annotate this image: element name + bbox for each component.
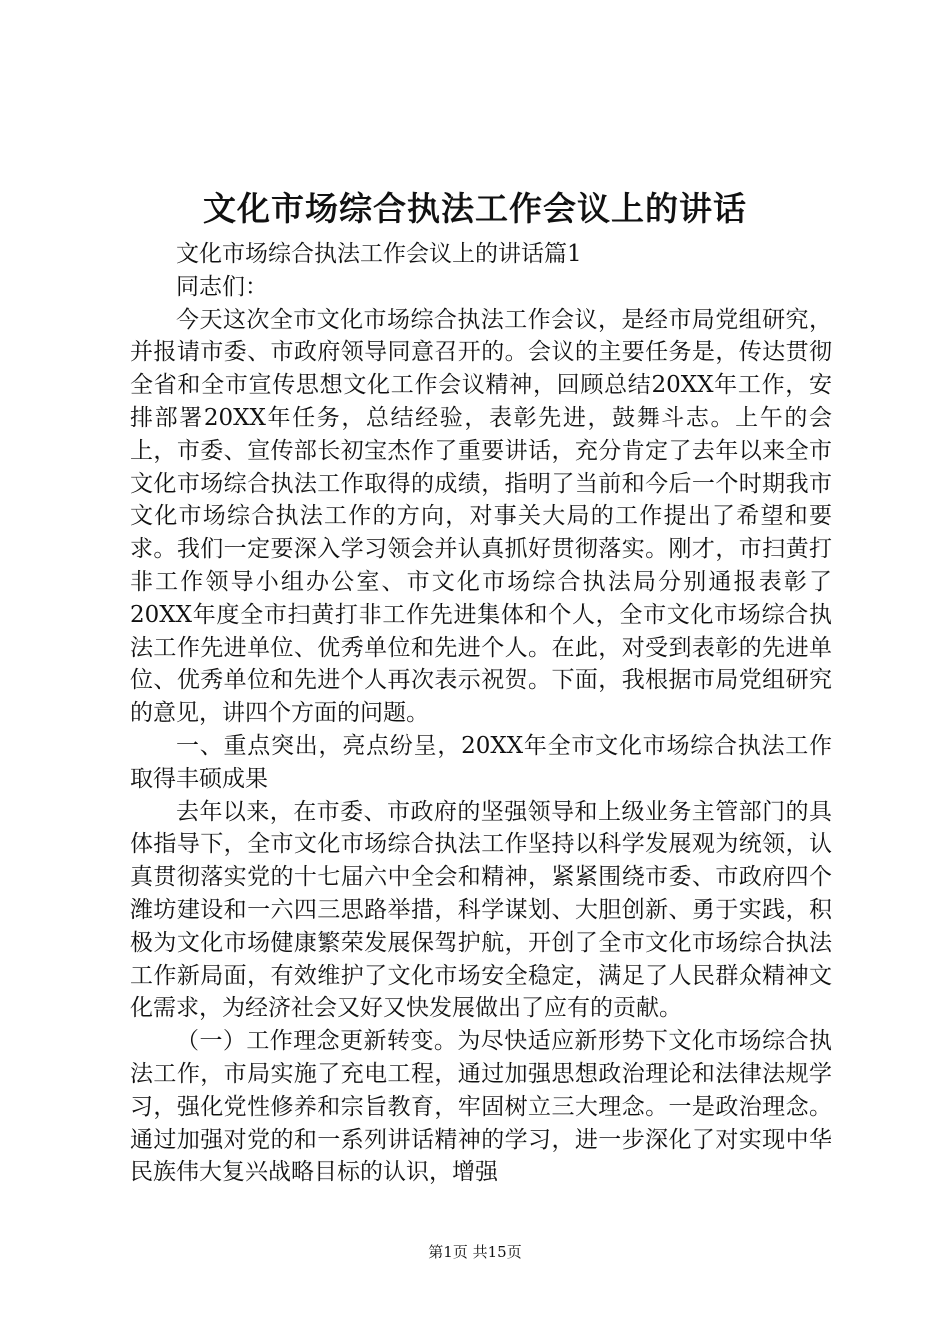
paragraph-subsection-one: （一）工作理念更新转变。为尽快适应新形势下文化市场综合执法工作，市局实施了充电工程，通过加强思想政治理论和法律法规学习，强化党性修养和宗旨教育，牢固树立三大理念。一是政治理念。通过加强对党的和一系列讲话精神的学习，进一步深化了对实现中华民族伟大复兴战略目标的认识，增强 <box>130 1028 832 1186</box>
document-body <box>130 238 832 1189</box>
paragraph-section-one-heading: 一、重点突出，亮点纷呈，20XX年全市文化市场综合执法工作取得丰硕成果 <box>130 732 832 792</box>
paragraph-salutation: 同志们： <box>176 273 268 300</box>
paragraph-opening: 今天这次全市文化市场综合执法工作会议，是经市局党组研究，并报请市委、市政府领导同意召开的。会议的主要任务是，传达贯彻全省和全市宣传思想文化工作会议精神，回顾总结20XX年工作，安排部署20XX年任务，总结经验，表彰先进，鼓舞斗志。上午的会上，市委、宣传部长初宝杰作了重要讲话，充分肯定了去年以来全市文化市场综合执法工作取得的成绩，指明了当前和今后一个时期我市文化市场综合执法工作的方向，对事关大局的工作提出了希望和要求。我们一定要深入学习领会并认真抓好贯彻落实。刚才，市扫黄打非工作领导小组办公室、市文化市场综合执法局分别通报表彰了20XX年度全市扫黄打非工作先进集体和个人，全市文化市场综合执法工作先进单位、优秀单位和先进个人。在此，对受到表彰的先进单位、优秀单位和先进个人再次表示祝贺。下面，我根据市局党组研究的意见，讲四个方面的问题。 <box>130 306 832 727</box>
paragraph-section-one-body: 去年以来，在市委、市政府的坚强领导和上级业务主管部门的具体指导下，全市文化市场综合执法工作坚持以科学发展观为统领，认真贯彻落实党的十七届六中全会和精神，紧紧围绕市委、市政府四个潍坊建设和一六四三思路举措，科学谋划、大胆创新、勇于实践，积极为文化市场健康繁荣发展保驾护航，开创了全市文化市场综合执法工作新局面，有效维护了文化市场安全稳定，满足了人民群众精神文化需求，为经济社会又好又快发展做出了应有的贡献。 <box>130 798 832 1022</box>
paragraph-heading: 文化市场综合执法工作会议上的讲话篇1 <box>176 241 582 267</box>
page-number-footer: 第1页 共15页 <box>428 1243 522 1261</box>
document-title: 文化市场综合执法工作会议上的讲话 <box>203 189 747 228</box>
